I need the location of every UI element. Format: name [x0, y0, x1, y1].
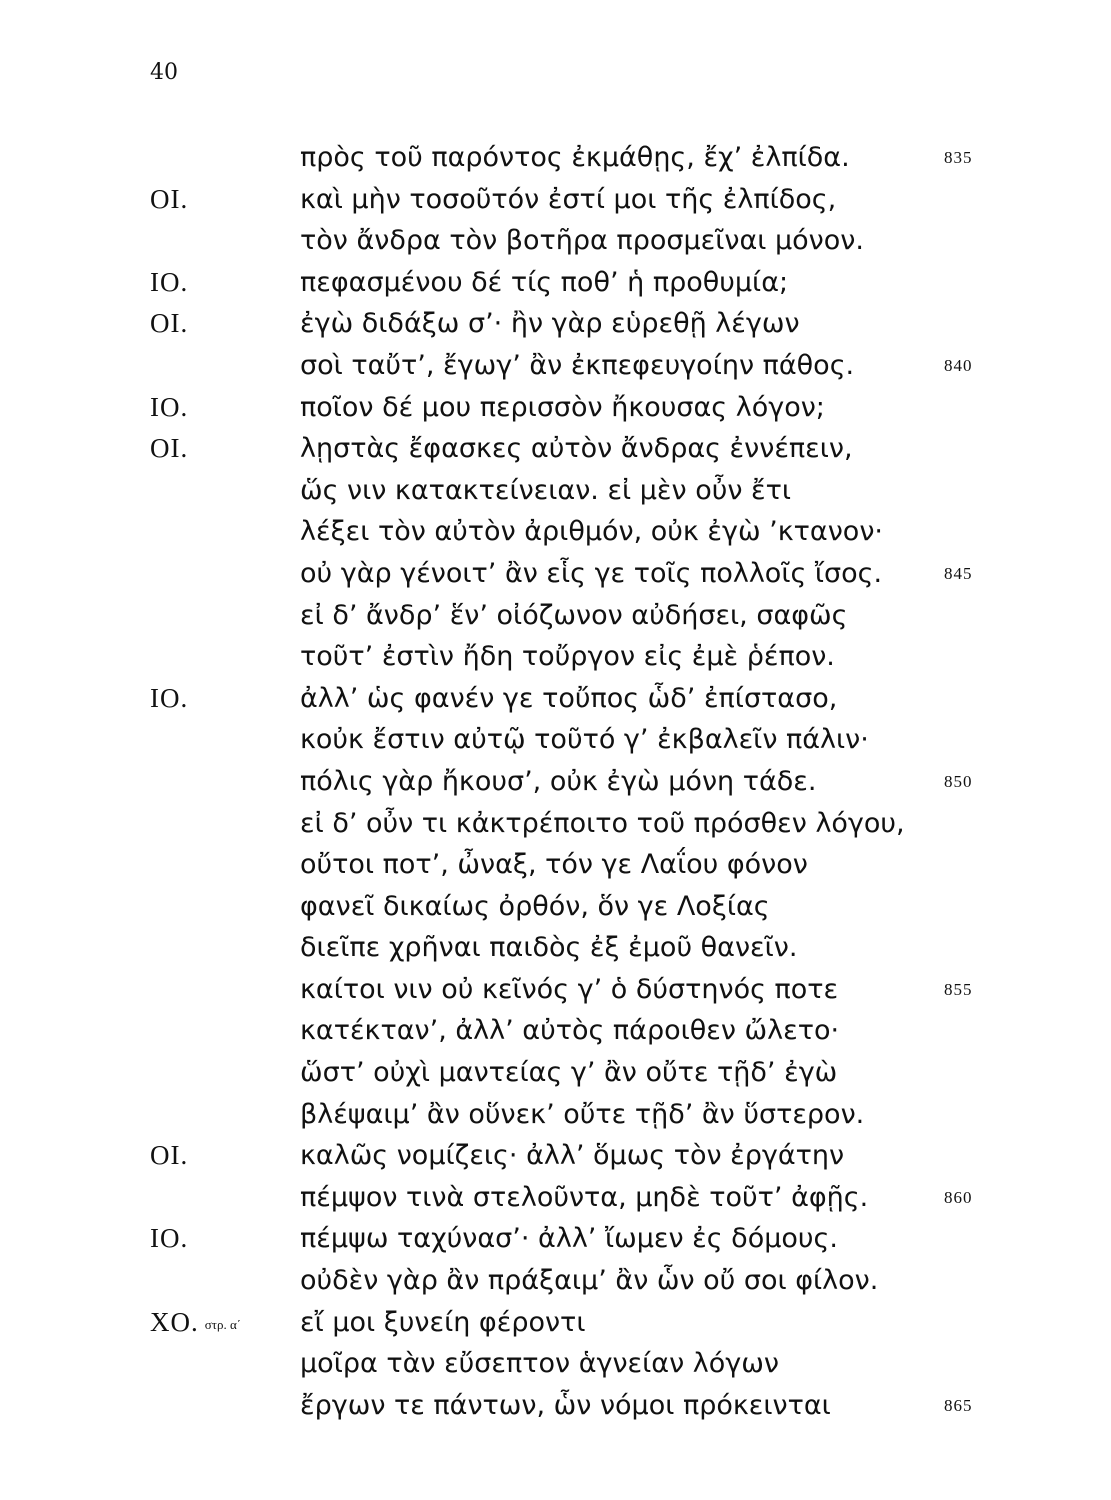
verse-text: ποῖον δέ μου περισσὸν ἤκουσας λόγον; [300, 391, 825, 423]
verse-text: μοῖρα τὰν εὔσεπτον ἁγνείαν λόγων [300, 1348, 779, 1380]
verse-line [0, 1223, 1111, 1265]
line-number: 855 [944, 979, 973, 999]
speaker-label [150, 183, 189, 214]
verse-line [0, 1182, 1111, 1224]
speaker-name: ΟΙ. [150, 183, 189, 214]
verse-text: σοὶ ταὔτ’, ἔγωγ’ ἂν ἐκπεφευγοίην πάθος. [300, 349, 855, 381]
verse-line [0, 808, 1111, 850]
verse-line [0, 974, 1111, 1016]
verse-line [0, 1307, 1111, 1349]
verse-line [0, 1140, 1111, 1182]
verse-line [0, 350, 1111, 392]
verse-text: καλῶς νομίζεις· ἀλλ’ ὅμως τὸν ἐργάτην [300, 1140, 845, 1172]
verse-line [0, 766, 1111, 808]
verse-text: φανεῖ δικαίως ὀρθόν, ὅν γε Λοξίας [300, 890, 770, 922]
verse-text: καὶ μὴν τοσοῦτόν ἐστί μοι τῆς ἐλπίδος, [300, 183, 837, 215]
speaker-label [150, 310, 188, 337]
verse-line [0, 558, 1111, 600]
verse-text: οὐδὲν γὰρ ἂν πράξαιμ’ ἂν ὧν οὔ σοι φίλον. [300, 1265, 879, 1297]
line-number: 850 [944, 771, 973, 791]
line-number: 865 [944, 1395, 973, 1415]
verse-text: ἐγὼ διδάξω σ’· ἢν γὰρ εὑρεθῇ λέγων [300, 308, 800, 340]
verse-text: ἔργων τε πάντων, ὧν νόμοι πρόκεινται [300, 1389, 831, 1421]
verse-block [0, 142, 1111, 1431]
verse-line [0, 142, 1111, 184]
speaker-label [150, 1142, 188, 1169]
verse-text: εἰ δ’ ἄνδρ’ ἕν’ οἰόζωνον αὐδήσει, σαφῶς [300, 599, 848, 631]
verse-line [0, 724, 1111, 766]
verse-line [0, 600, 1111, 642]
speaker-name: ΟΙ. [150, 433, 189, 464]
verse-text: κοὐκ ἔστιν αὐτῷ τοῦτό γ’ ἐκβαλεῖν πάλιν· [300, 724, 869, 756]
verse-text: βλέψαιμ’ ἂν οὕνεκ’ οὔτε τῇδ’ ἂν ὕστερον. [300, 1098, 865, 1130]
verse-text: πέμψον τινὰ στελοῦντα, μηδὲ τοῦτ’ ἀφῇς. [300, 1181, 869, 1213]
verse-text: τὸν ἄνδρα τὸν βοτῆρα προσμεῖναι μόνον. [300, 225, 864, 257]
speaker-name: ΧΟ. [150, 1306, 199, 1337]
line-number: 840 [944, 355, 973, 375]
verse-text: οὔτοι ποτ’, ὦναξ, τόν γε Λαΐου φόνον [300, 849, 808, 881]
page-number: 40 [150, 60, 178, 85]
speaker-label [150, 1306, 242, 1337]
line-number: 835 [944, 148, 973, 167]
speaker-name: ΟΙ. [150, 1140, 189, 1171]
verse-text: εἰ δ’ οὖν τι κἀκτρέποιτο τοῦ πρόσθεν λόγου, [300, 807, 905, 839]
verse-line [0, 932, 1111, 974]
speaker-name: ΙΟ. [150, 266, 189, 297]
verse-line [0, 683, 1111, 725]
verse-line [0, 1099, 1111, 1141]
verse-line [0, 392, 1111, 434]
verse-text: κατέκταν’, ἀλλ’ αὐτὸς πάροιθεν ὤλετο· [300, 1015, 840, 1047]
verse-line [0, 308, 1111, 350]
speaker-label [150, 682, 189, 713]
verse-line [0, 1390, 1111, 1432]
verse-line [0, 184, 1111, 226]
verse-text: πέμψω ταχύνασ’· ἀλλ’ ἴωμεν ἐς δόμους. [300, 1223, 838, 1255]
verse-line [0, 1348, 1111, 1390]
speaker-label [150, 435, 188, 462]
verse-line [0, 267, 1111, 309]
verse-text: καίτοι νιν οὐ κεῖνός γ’ ὁ δύστηνός ποτε [300, 973, 839, 1005]
verse-line [0, 475, 1111, 517]
verse-line [0, 891, 1111, 933]
verse-line [0, 849, 1111, 891]
verse-line [0, 1265, 1111, 1307]
speaker-label [150, 266, 189, 297]
verse-text: τοῦτ’ ἐστὶν ἤδη τοὔργον εἰς ἐμὲ ῥέπον. [300, 641, 835, 673]
strophe-marker: στρ. α΄ [204, 1316, 242, 1332]
verse-text: ἀλλ’ ὡς φανέν γε τοὔπος ὧδ’ ἐπίστασο, [300, 682, 838, 714]
speaker-name: ΙΟ. [150, 391, 189, 422]
verse-line [0, 1015, 1111, 1057]
verse-text: πόλις γὰρ ἤκουσ’, οὐκ ἐγὼ μόνη τάδε. [300, 765, 817, 797]
line-number: 845 [944, 563, 973, 583]
verse-text: ὥστ’ οὐχὶ μαντείας γ’ ἂν οὔτε τῇδ’ ἐγὼ [300, 1057, 838, 1089]
verse-text: πεφασμένου δέ τίς ποθ’ ἡ προθυμία; [300, 266, 789, 298]
verse-text: εἴ μοι ξυνείη φέροντι [300, 1306, 586, 1338]
speaker-name: ΙΟ. [150, 682, 189, 713]
line-number: 860 [944, 1187, 973, 1207]
speaker-label [150, 1225, 188, 1252]
speaker-name: ΟΙ. [150, 308, 189, 339]
verse-text: ὥς νιν κατακτείνειαν. εἰ μὲν οὖν ἔτι [300, 474, 791, 506]
speaker-name: ΙΟ. [150, 1223, 189, 1254]
verse-line [0, 641, 1111, 683]
verse-text: οὐ γὰρ γένοιτ’ ἂν εἷς γε τοῖς πολλοῖς ἴσος. [300, 557, 883, 589]
verse-line [0, 433, 1111, 475]
speaker-label [150, 391, 189, 422]
verse-line [0, 225, 1111, 267]
verse-text: διεῖπε χρῆναι παιδὸς ἐξ ἐμοῦ θανεῖν. [300, 932, 798, 964]
verse-line [0, 1057, 1111, 1099]
verse-text: πρὸς τοῦ παρόντος ἐκμάθῃς, ἔχ’ ἐλπίδα. [300, 142, 850, 173]
verse-line [0, 516, 1111, 558]
verse-text: λέξει τὸν αὐτὸν ἀριθμόν, οὐκ ἐγὼ ’κτανον· [300, 516, 883, 548]
verse-text: λῃστὰς ἔφασκες αὐτὸν ἄνδρας ἐννέπειν, [300, 433, 853, 465]
